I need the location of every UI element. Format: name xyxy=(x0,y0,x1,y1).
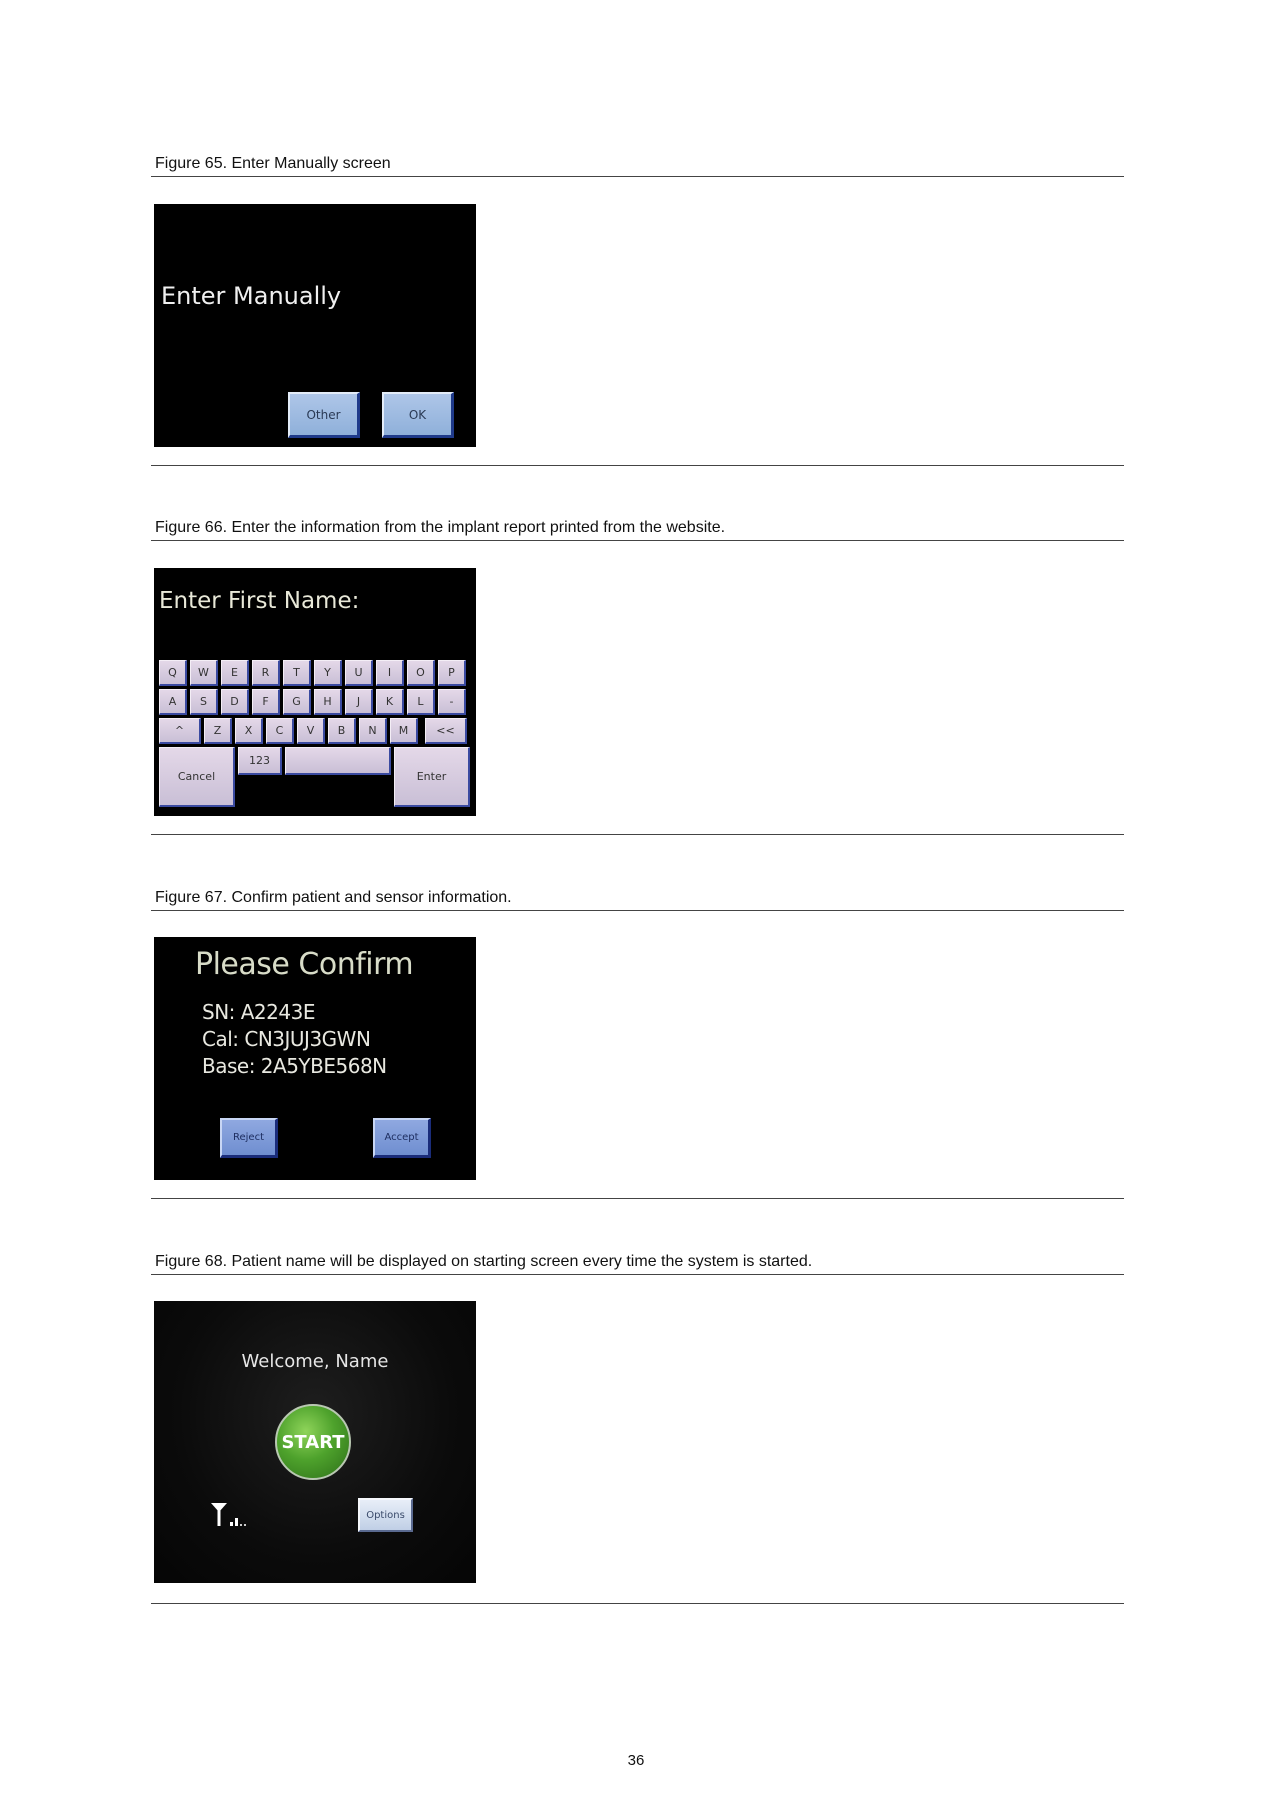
key-u[interactable]: U xyxy=(345,660,373,686)
key-p[interactable]: P xyxy=(438,660,466,686)
key-l[interactable]: L xyxy=(407,689,435,715)
figure-rule xyxy=(151,465,1124,466)
numbers-key[interactable]: 123 xyxy=(238,747,282,775)
figure-66-caption: Figure 66. Enter the information from the implant report printed from the website. xyxy=(155,519,726,536)
key-k[interactable]: K xyxy=(376,689,404,715)
ok-button[interactable]: OK xyxy=(382,392,454,438)
please-confirm-screen xyxy=(154,937,476,1180)
key-q[interactable]: Q xyxy=(159,660,187,686)
screen-title: Please Confirm xyxy=(195,947,414,982)
figure-rule xyxy=(151,1198,1124,1199)
other-button[interactable]: Other xyxy=(288,392,360,438)
reject-button[interactable]: Reject xyxy=(220,1118,278,1158)
figure-68-caption: Figure 68. Patient name will be displayed on starting screen every time the system is started. xyxy=(155,1253,813,1270)
start-button[interactable]: START xyxy=(275,1404,351,1480)
caption-rule xyxy=(151,540,1124,541)
figure-rule xyxy=(151,834,1124,835)
accept-button[interactable]: Accept xyxy=(373,1118,431,1158)
key-n[interactable]: N xyxy=(359,718,387,744)
key-w[interactable]: W xyxy=(190,660,218,686)
key-y[interactable]: Y xyxy=(314,660,342,686)
key-f[interactable]: F xyxy=(252,689,280,715)
key-o[interactable]: O xyxy=(407,660,435,686)
caption-rule xyxy=(151,1274,1124,1275)
key-j[interactable]: J xyxy=(345,689,373,715)
key-x[interactable]: X xyxy=(235,718,263,744)
figure-67-caption: Figure 67. Confirm patient and sensor information. xyxy=(155,889,512,906)
screen-title: Enter First Name: xyxy=(159,588,360,614)
key-s[interactable]: S xyxy=(190,689,218,715)
screen-title: Enter Manually xyxy=(161,282,342,310)
key-c[interactable]: C xyxy=(266,718,294,744)
key-backspace[interactable]: << xyxy=(425,718,467,744)
key-v[interactable]: V xyxy=(297,718,325,744)
space-key[interactable] xyxy=(285,747,391,775)
antenna-signal-icon xyxy=(209,1501,253,1529)
key-shift[interactable]: ^ xyxy=(159,718,201,744)
key-dash[interactable]: - xyxy=(438,689,466,715)
key-d[interactable]: D xyxy=(221,689,249,715)
caption-rule xyxy=(151,910,1124,911)
enter-button[interactable]: Enter xyxy=(394,747,470,807)
figure-rule xyxy=(151,1603,1124,1604)
welcome-message: Welcome, Name xyxy=(241,1351,389,1372)
key-z[interactable]: Z xyxy=(204,718,232,744)
key-h[interactable]: H xyxy=(314,689,342,715)
key-i[interactable]: I xyxy=(376,660,404,686)
base-code: Base: 2A5YBE568N xyxy=(202,1054,387,1078)
key-b[interactable]: B xyxy=(328,718,356,744)
keyboard-screen xyxy=(154,568,476,816)
serial-number: SN: A2243E xyxy=(202,1000,315,1024)
cancel-button[interactable]: Cancel xyxy=(159,747,235,807)
key-e[interactable]: E xyxy=(221,660,249,686)
figure-65-caption: Figure 65. Enter Manually screen xyxy=(155,155,391,172)
key-a[interactable]: A xyxy=(159,689,187,715)
page-number: 36 xyxy=(627,1752,645,1769)
calibration-code: Cal: CN3JUJ3GWN xyxy=(202,1027,371,1051)
enter-manually-screen xyxy=(154,204,476,447)
caption-rule xyxy=(151,176,1124,177)
key-r[interactable]: R xyxy=(252,660,280,686)
welcome-screen xyxy=(154,1301,476,1583)
key-g[interactable]: G xyxy=(283,689,311,715)
options-button[interactable]: Options xyxy=(358,1498,413,1532)
key-t[interactable]: T xyxy=(283,660,311,686)
key-m[interactable]: M xyxy=(390,718,418,744)
